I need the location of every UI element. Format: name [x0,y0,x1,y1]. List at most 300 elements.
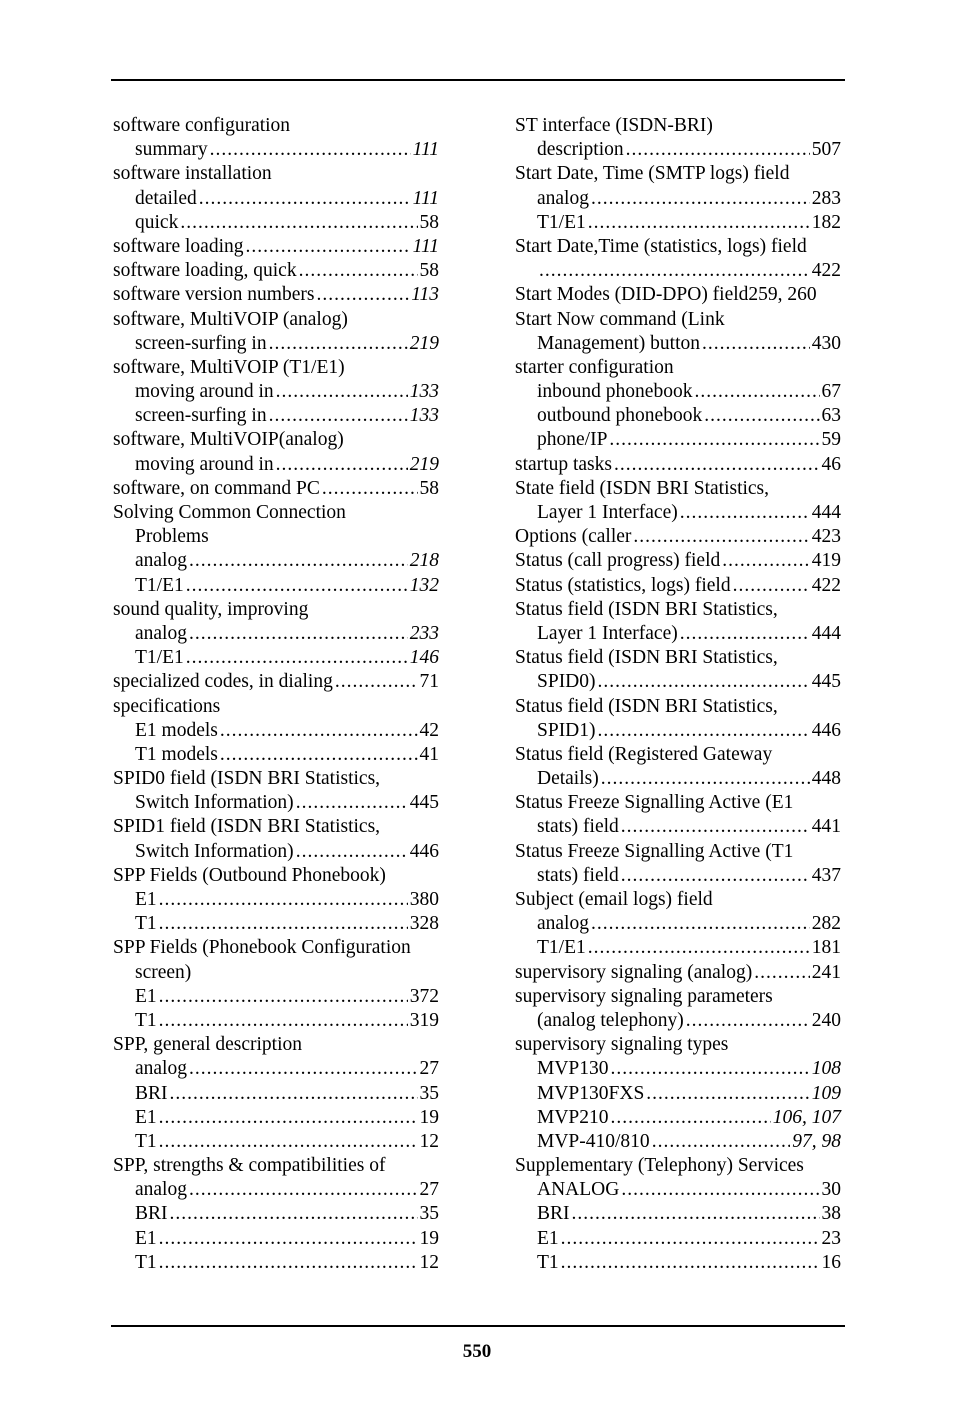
dot-leader [591,187,810,211]
dot-leader [680,501,810,525]
entry-text: Management) button [537,332,700,354]
entry-text: Status (statistics, logs) field [515,574,731,596]
footer-rule [111,1325,845,1327]
index-subentry [515,380,841,404]
entry-text: SPP Fields (Outbound Phonebook) [113,864,386,886]
dot-leader [269,404,408,428]
entry-text: T1/E1 [537,211,586,233]
index-subentry [515,1227,841,1251]
index-subentry [515,912,841,936]
index-subentry [113,525,439,549]
index-subentry [113,1202,439,1226]
page-reference: 35 [419,1203,439,1225]
index-entry [515,235,841,259]
page-reference: 219 [409,453,439,475]
index-entry [113,598,439,622]
page-reference: 71 [419,671,439,693]
entry-text: description [537,139,624,161]
dot-leader [210,138,411,162]
index-subentry [113,1130,439,1154]
page-reference: 59 [821,429,841,451]
entry-text: software loading [113,235,244,257]
entry-text: MVP210 [537,1106,609,1128]
dot-leader [159,1130,418,1154]
entry-text: software configuration [113,115,291,136]
page-reference: 27 [419,1058,439,1080]
page-reference: 35 [419,1082,439,1104]
index-entry [515,1154,841,1178]
page-reference: 12 [419,1130,439,1152]
entry-text: software, MultiVOIP (T1/E1) [113,356,345,378]
index-subentry [113,791,439,815]
index-subentry [515,1178,841,1202]
index-subentry [113,404,439,428]
index-entry [113,936,439,960]
page-reference: 430 [811,332,841,354]
entry-text: software installation [113,163,272,185]
dot-leader [159,1251,418,1275]
entry-text: screen) [135,961,192,983]
entry-text: Details) [537,768,599,790]
entry-text: Status (call progress) field [515,550,721,572]
index-entry [515,743,841,767]
page-reference: 372 [409,985,439,1007]
entry-text: Switch Information) [135,792,294,814]
index-subentry [515,187,841,211]
entry-text: Problems [135,526,209,548]
dot-leader [561,1227,820,1251]
page-reference: 111 [412,187,439,209]
entry-text: Layer 1 Interface) [537,622,678,644]
index-entry [515,308,841,332]
index-subentry [515,670,841,694]
entry-text: T1 [135,1251,157,1273]
index-subentry [113,1106,439,1130]
entry-text: analog [135,1058,187,1080]
dot-leader [189,1057,418,1081]
page-reference: 507 [811,139,841,161]
entry-text: Start Now command (Link [515,308,725,330]
page-reference: 30 [821,1179,841,1201]
dot-leader [269,332,408,356]
dot-leader [598,719,810,743]
index-entry [515,1033,841,1057]
page-reference: 445 [409,792,439,814]
page-reference: 319 [409,1009,439,1031]
page-reference: 133 [409,405,439,427]
page-reference: 444 [811,502,841,523]
dot-leader [722,549,810,573]
entry-text: T1/E1 [135,647,184,669]
dot-leader [621,1178,819,1202]
page-reference: 422 [811,260,841,282]
page-reference: 241 [811,961,841,983]
page-reference: 41 [419,743,439,765]
page-reference: 113 [411,284,439,306]
page-reference: 12 [419,1251,439,1273]
entry-text: Start Date, Time (SMTP logs) field [515,163,790,185]
page-number: 550 [462,1341,492,1362]
index-subentry [113,840,439,864]
page-reference: 441 [811,816,841,838]
page-reference: 282 [811,913,841,935]
entry-text: Status field (Registered Gateway [515,743,773,765]
entry-text: Switch Information) [135,840,294,862]
entry-text: T1 [135,913,157,935]
entry-text: software, on command PC [113,477,320,499]
page-reference: 445 [811,671,841,693]
index-entry [515,888,841,912]
entry-text: supervisory signaling types [515,1034,729,1056]
index-subentry [113,1082,439,1106]
index-entry [113,356,439,380]
index-subentry [113,549,439,573]
index-subentry [515,1251,841,1275]
index-subentry [113,211,439,235]
index-entry [515,453,841,477]
index-subentry [515,211,841,235]
index-subentry [515,1009,841,1033]
page-reference: 106, 107 [772,1106,841,1128]
index-subentry [515,428,841,452]
index-entry [515,791,841,815]
entry-text: SPP, strengths & compatibilities of [113,1155,386,1177]
index-entry [515,283,841,307]
dot-leader [189,1178,418,1202]
index-entry [113,283,439,307]
entry-text: software, MultiVOIP(analog) [113,429,344,451]
page-reference: 446 [409,840,439,862]
page-reference: 146 [409,647,439,669]
index-subentry [113,574,439,598]
page-reference: 133 [409,381,439,403]
dot-leader [186,574,408,598]
index-subentry [113,961,439,985]
index-entry [113,1033,439,1057]
index-entry [515,985,841,1009]
page-reference: 219 [409,332,439,354]
dot-leader [572,1202,820,1226]
entry-text: phone/IP [537,429,608,451]
index-entry [515,695,841,719]
index-entry [113,670,439,694]
index-subentry [113,1251,439,1275]
dot-leader [180,211,417,235]
entry-text: Status Freeze Signalling Active (E1 [515,792,794,814]
index-column-right [515,114,841,1275]
dot-leader [276,380,408,404]
entry-text: Options (caller [515,526,632,548]
entry-text: Status field (ISDN BRI Statistics, [515,695,778,717]
index-entry [515,840,841,864]
page-reference: 58 [419,211,439,233]
dot-leader [733,574,810,598]
entry-text: E1 [537,1227,559,1249]
entry-text: Solving Common Connection [113,502,346,523]
entry-text: stats) field [537,816,619,838]
entry-text: software loading, quick [113,260,297,282]
index-subentry [515,1130,841,1154]
index-subentry [113,1009,439,1033]
entry-text: stats) field [537,864,619,886]
entry-text: SPID0 field (ISDN BRI Statistics, [113,768,381,790]
entry-text: outbound phonebook [537,405,703,427]
page-reference: 16 [821,1251,841,1273]
entry-text: E1 models [135,719,218,741]
index-subentry [515,501,841,525]
entry-text: software version numbers [113,284,315,306]
page-reference: 97, 98 [792,1130,841,1152]
dot-leader [611,1106,771,1130]
index-entry [113,477,439,501]
index-subentry [515,936,841,960]
entry-text: MVP-410/810 [537,1130,650,1152]
entry-text: E1 [135,1106,157,1128]
index-entry [113,501,439,525]
header-rule [111,79,845,81]
index-entry [113,695,439,719]
dot-leader [322,477,418,501]
page-reference: 423 [811,526,841,548]
entry-text: E1 [135,1227,157,1249]
index-subentry [515,622,841,646]
dot-leader [159,912,408,936]
index-column-left [113,114,439,1275]
entry-text: T1/E1 [135,574,184,596]
index-subentry [113,622,439,646]
page-reference: 419 [811,550,841,572]
dot-leader [646,1082,809,1106]
page-reference: 240 [811,1009,841,1031]
index-subentry [113,187,439,211]
page-reference: 108 [811,1058,841,1080]
index-entry [113,864,439,888]
dot-leader [189,622,408,646]
page-reference: 23 [821,1227,841,1249]
page-reference: 109 [811,1082,841,1104]
page-reference: 111 [412,139,439,161]
entry-text: summary [135,139,208,161]
entry-text: Status field (ISDN BRI Statistics, [515,598,778,620]
entry-text: software, MultiVOIP (analog) [113,308,348,330]
dot-leader [609,428,819,452]
dot-leader [159,1227,418,1251]
page-reference: 328 [409,913,439,935]
page-reference: 422 [811,574,841,596]
page-reference: 46 [821,453,841,475]
index-subentry [113,453,439,477]
entry-text: SPP, general description [113,1034,303,1056]
index-entry [113,235,439,259]
index-entry [113,114,439,138]
dot-leader [614,453,820,477]
dot-leader [296,791,408,815]
index-entry [515,961,841,985]
entry-text: Status field (ISDN BRI Statistics, [515,647,778,669]
index-subentry [515,1082,841,1106]
page-reference: 58 [419,260,439,282]
page-reference: 446 [811,719,841,741]
index-subentry [515,138,841,162]
dot-leader [601,767,810,791]
dot-leader [694,380,819,404]
dot-leader [680,622,810,646]
dot-leader [159,1009,408,1033]
dot-leader [189,549,408,573]
dot-leader [591,912,810,936]
entry-text: BRI [135,1082,168,1104]
page-reference: 182 [811,211,841,233]
page-reference: 19 [419,1227,439,1249]
entry-text: T1/E1 [537,937,586,959]
page-reference: 444 [811,622,841,644]
entry-text: supervisory signaling (analog) [515,961,753,983]
index-subentry [113,380,439,404]
index-subentry [113,332,439,356]
index-entry [515,162,841,186]
entry-text: SPID0) [537,671,596,693]
dot-leader [633,525,809,549]
index-subentry [113,646,439,670]
page-reference: 67 [821,381,841,403]
index-subentry [515,864,841,888]
entry-text: analog [135,622,187,644]
entry-text: State field (ISDN BRI Statistics, [515,477,770,499]
dot-leader [588,211,810,235]
entry-text: Start Modes (DID-DPO) field259, 260 [515,284,817,306]
index-subentry [113,985,439,1009]
index-subentry [515,1106,841,1130]
dot-leader [588,936,810,960]
entry-text: Supplementary (Telephony) Services [515,1155,804,1177]
index-entry [113,815,439,839]
entry-text: inbound phonebook [537,381,693,403]
dot-leader [159,985,408,1009]
entry-text: quick [135,211,179,233]
entry-text: T1 [537,1251,559,1273]
index-subentry [515,332,841,356]
dot-leader [246,235,411,259]
dot-leader [704,404,819,428]
entry-text: SPID1 field (ISDN BRI Statistics, [113,816,381,838]
dot-leader [316,283,409,307]
dot-leader [621,815,810,839]
page-reference: 111 [412,235,439,257]
entry-text: E1 [135,985,157,1007]
entry-text: Status Freeze Signalling Active (T1 [515,840,794,862]
dot-leader [754,961,810,985]
index-entry [515,114,841,138]
page-reference: 233 [409,622,439,644]
index-entry [515,598,841,622]
dot-leader [159,1106,418,1130]
index-subentry [515,1202,841,1226]
index-subentry [515,404,841,428]
entry-text: ST interface (ISDN-BRI) [515,115,713,136]
dot-leader [220,743,418,767]
index-entry [515,525,841,549]
dot-leader [170,1082,418,1106]
dot-leader [299,259,418,283]
index-entry [515,574,841,598]
entry-text: supervisory signaling parameters [515,985,773,1007]
entry-text: analog [537,913,589,935]
index-subentry [113,1057,439,1081]
index-entry [515,646,841,670]
entry-text: Layer 1 Interface) [537,502,678,523]
page-reference: 283 [811,187,841,209]
dot-leader [170,1202,418,1226]
entry-text: BRI [537,1203,570,1225]
entry-text: (analog telephony) [537,1009,684,1031]
entry-text: screen-surfing in [135,332,267,354]
index-subentry [113,1178,439,1202]
dot-leader [598,670,810,694]
index-subentry [515,1057,841,1081]
entry-text: Subject (email logs) field [515,889,713,910]
dot-leader [611,1057,810,1081]
index-entry [113,162,439,186]
page-reference: 42 [419,719,439,741]
entry-text: E1 [135,889,157,910]
dot-leader [626,138,810,162]
index-subentry [113,138,439,162]
dot-leader [702,332,810,356]
dot-leader [296,840,408,864]
index-subentry [113,719,439,743]
entry-text: analog [135,550,187,572]
index-subentry [113,888,439,912]
index-entry [113,1154,439,1178]
dot-leader [686,1009,810,1033]
index-entry [113,428,439,452]
entry-text: specialized codes, in dialing [113,671,333,693]
entry-text: moving around in [135,453,274,475]
entry-text: MVP130 [537,1058,609,1080]
page-reference: 132 [409,574,439,596]
index-subentry [515,719,841,743]
dot-leader [652,1130,791,1154]
page-reference: 27 [419,1179,439,1201]
entry-text: T1 [135,1009,157,1031]
page-reference: 58 [419,477,439,499]
dot-leader [186,646,408,670]
dot-leader [335,670,418,694]
entry-text: analog [135,1179,187,1201]
index-entry [113,308,439,332]
index-entry [515,477,841,501]
page-reference: 63 [821,405,841,427]
entry-text: T1 models [135,743,218,765]
entry-text: ANALOG [537,1179,620,1201]
dot-leader [539,259,810,283]
entry-text: sound quality, improving [113,598,309,620]
index-subentry [515,815,841,839]
index-entry [113,767,439,791]
dot-leader [276,453,408,477]
entry-text: analog [537,187,589,209]
dot-leader [199,187,411,211]
page-reference: 380 [409,889,439,910]
entry-text: screen-surfing in [135,405,267,427]
page-reference: 437 [811,864,841,886]
index-subentry [113,912,439,936]
index-entry [113,259,439,283]
index-subentry [113,1227,439,1251]
page-reference: 181 [811,937,841,959]
dot-leader [159,888,408,912]
page-reference: 19 [419,1106,439,1128]
